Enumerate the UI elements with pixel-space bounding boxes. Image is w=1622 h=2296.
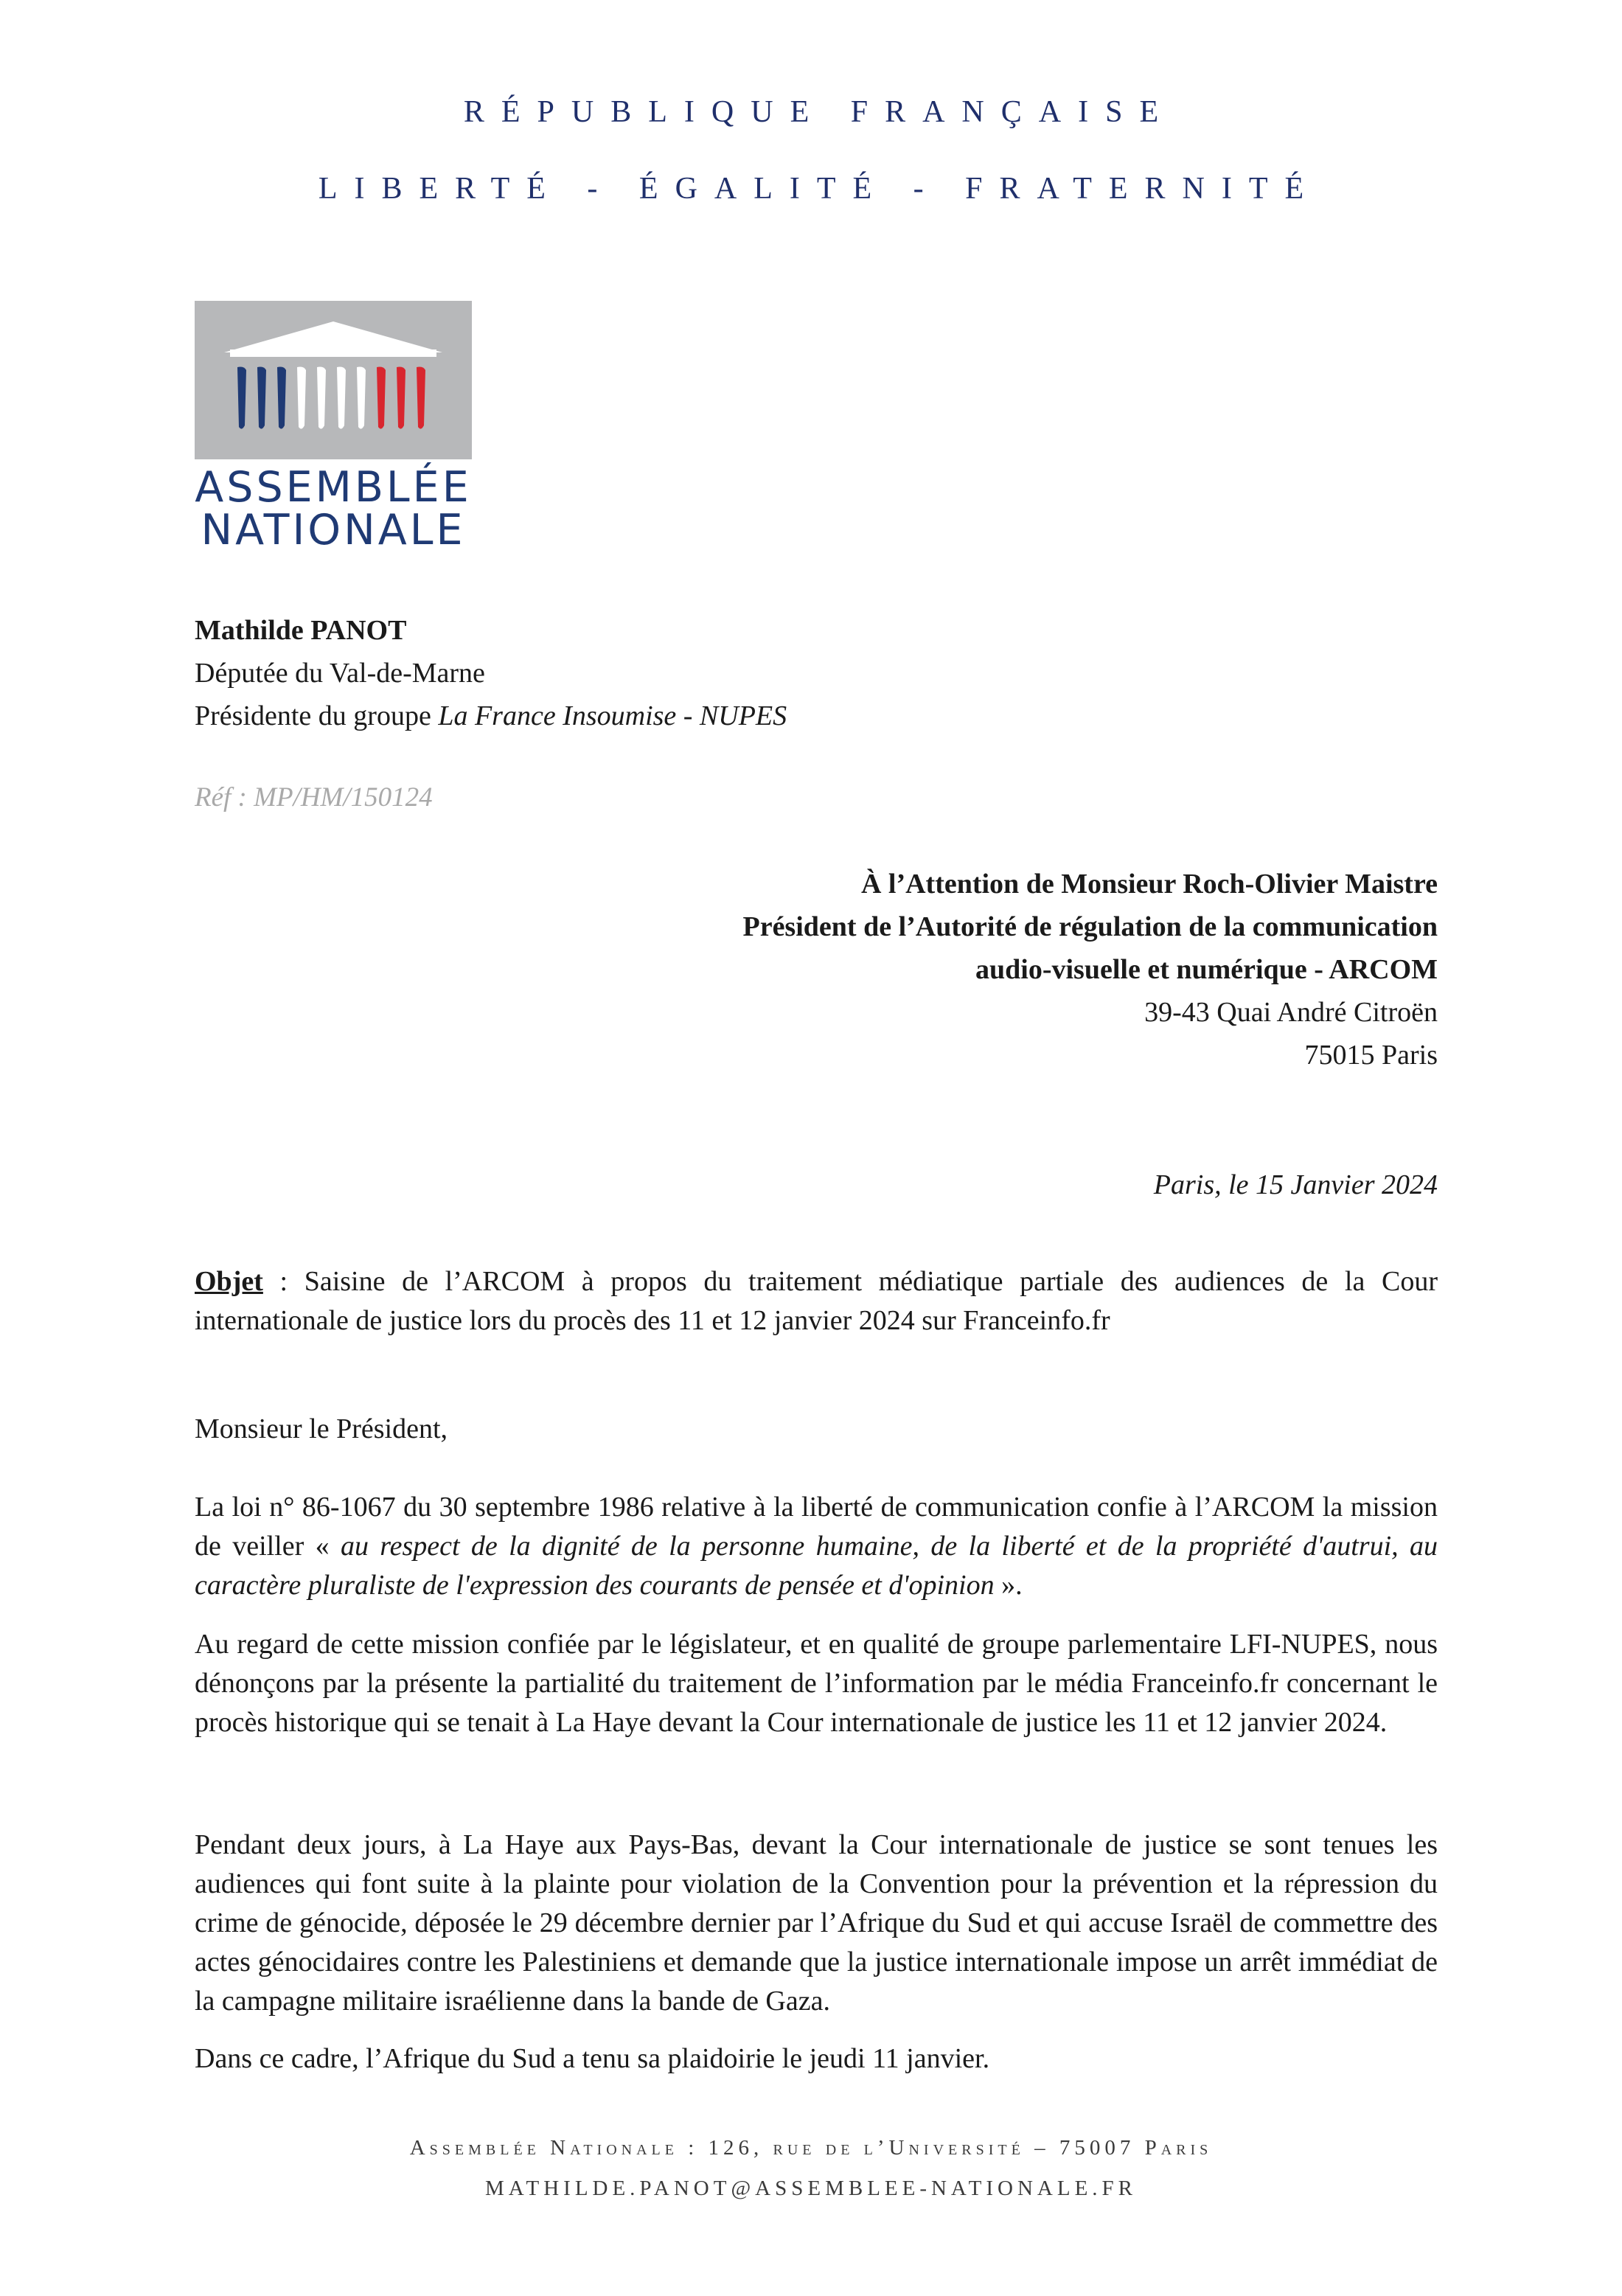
logo-column (297, 367, 306, 429)
logo-column (237, 367, 246, 429)
sender-name: Mathilde PANOT (195, 615, 407, 646)
letter-date: Paris, le 15 Janvier 2024 (1153, 1169, 1438, 1200)
objet-label: Objet (195, 1266, 263, 1297)
paragraph-2: Au regard de cette mission confiée par le législateur, et en qualité de groupe parlementaire LFI-NUPES, nous dénonçons par la présente la partialité du traitement de l’information par le média Franceinfo.fr concernant le procès historique qui se tenait à La Haye devant la Cour internationale de justice les 11 et 12 janvier 2024. (195, 1629, 1438, 1738)
hemicycle-icon (195, 301, 472, 459)
paragraph-1-end: ». (994, 1570, 1023, 1601)
logo-column (257, 367, 266, 429)
paragraph-1-quote: au respect de la dignité de la personne humaine, de la liberté et de la propriété d'autrui, au caractère pluraliste de l'expression des courants de pensée et d'opinion (195, 1531, 1438, 1601)
recipient-title: Président de l’Autorité de régulation de la communication (742, 911, 1438, 942)
paragraph-4: Dans ce cadre, l’Afrique du Sud a tenu sa plaidoirie le jeudi 11 janvier. (195, 2043, 990, 2074)
reference: Réf : MP/HM/150124 (195, 782, 433, 813)
recipient-organisation: audio-visuelle et numérique - ARCOM (975, 954, 1438, 985)
header-republique: RÉPUBLIQUE FRANÇAISE (463, 95, 1176, 129)
logo-column (317, 367, 326, 429)
logo-column (397, 367, 406, 429)
logo-column (277, 367, 286, 429)
paragraph-1-start: La loi n° 86-1067 du 30 septembre 1986 relative à la liberté de communication confie à l’ARCOM la mission de veiller « (195, 1492, 1438, 1562)
sender-group-name: La France Insoumise - NUPES (438, 700, 787, 731)
sender-title: Députée du Val-de-Marne (195, 658, 485, 689)
paragraph-1 (195, 1488, 1438, 1605)
sender-group-prefix: Présidente du groupe (195, 700, 439, 731)
objet-text: : Saisine de l’ARCOM à propos du traitement médiatique partiale des audiences de la Cour internationale de justice lors du procès des 11 et 12 janvier 2024 sur Franceinfo.fr (195, 1266, 1438, 1336)
footer-address: Assemblée Nationale : 126, rue de l’Université – 75007 Paris (409, 2136, 1213, 2160)
sender-group (195, 695, 787, 737)
logo-emblem (195, 301, 472, 459)
objet-paragraph (195, 1262, 1438, 1340)
salutation: Monsieur le Président, (195, 1413, 448, 1444)
logo-text-assemblee: ASSEMBLÉE (195, 463, 472, 512)
assemblee-nationale-logo (195, 301, 472, 554)
logo-column (357, 367, 366, 429)
header-devise: LIBERTÉ - ÉGALITÉ - FRATERNITÉ (318, 172, 1321, 206)
logo-text-nationale: NATIONALE (201, 506, 466, 554)
logo-column (377, 367, 386, 429)
paragraph-3: Pendant deux jours, à La Haye aux Pays-Bas, devant la Cour internationale de justice se sont tenues les audiences qui font suite à la plainte pour violation de la Convention pour la prévention et la répression du crime de génocide, déposée le 29 décembre dernier par l’Afrique du Sud et qui accuse Israël de commettre des actes génocidaires contre les Palestiniens et demande que la justice internationale impose un arrêt immédiat de la campagne militaire israélienne dans la bande de Gaza. (195, 1829, 1438, 2017)
logo-column (337, 367, 346, 429)
footer-email[interactable]: MATHILDE.PANOT@ASSEMBLEE-NATIONALE.FR (484, 2177, 1138, 2200)
recipient-city: 75015 Paris (1304, 1040, 1438, 1071)
recipient-street: 39-43 Quai André Citroën (1144, 997, 1438, 1028)
recipient-block (742, 863, 1438, 1076)
logo-column (417, 367, 425, 429)
recipient-attention: À l’Attention de Monsieur Roch-Olivier Maistre (860, 869, 1438, 900)
sender-block (195, 609, 787, 737)
